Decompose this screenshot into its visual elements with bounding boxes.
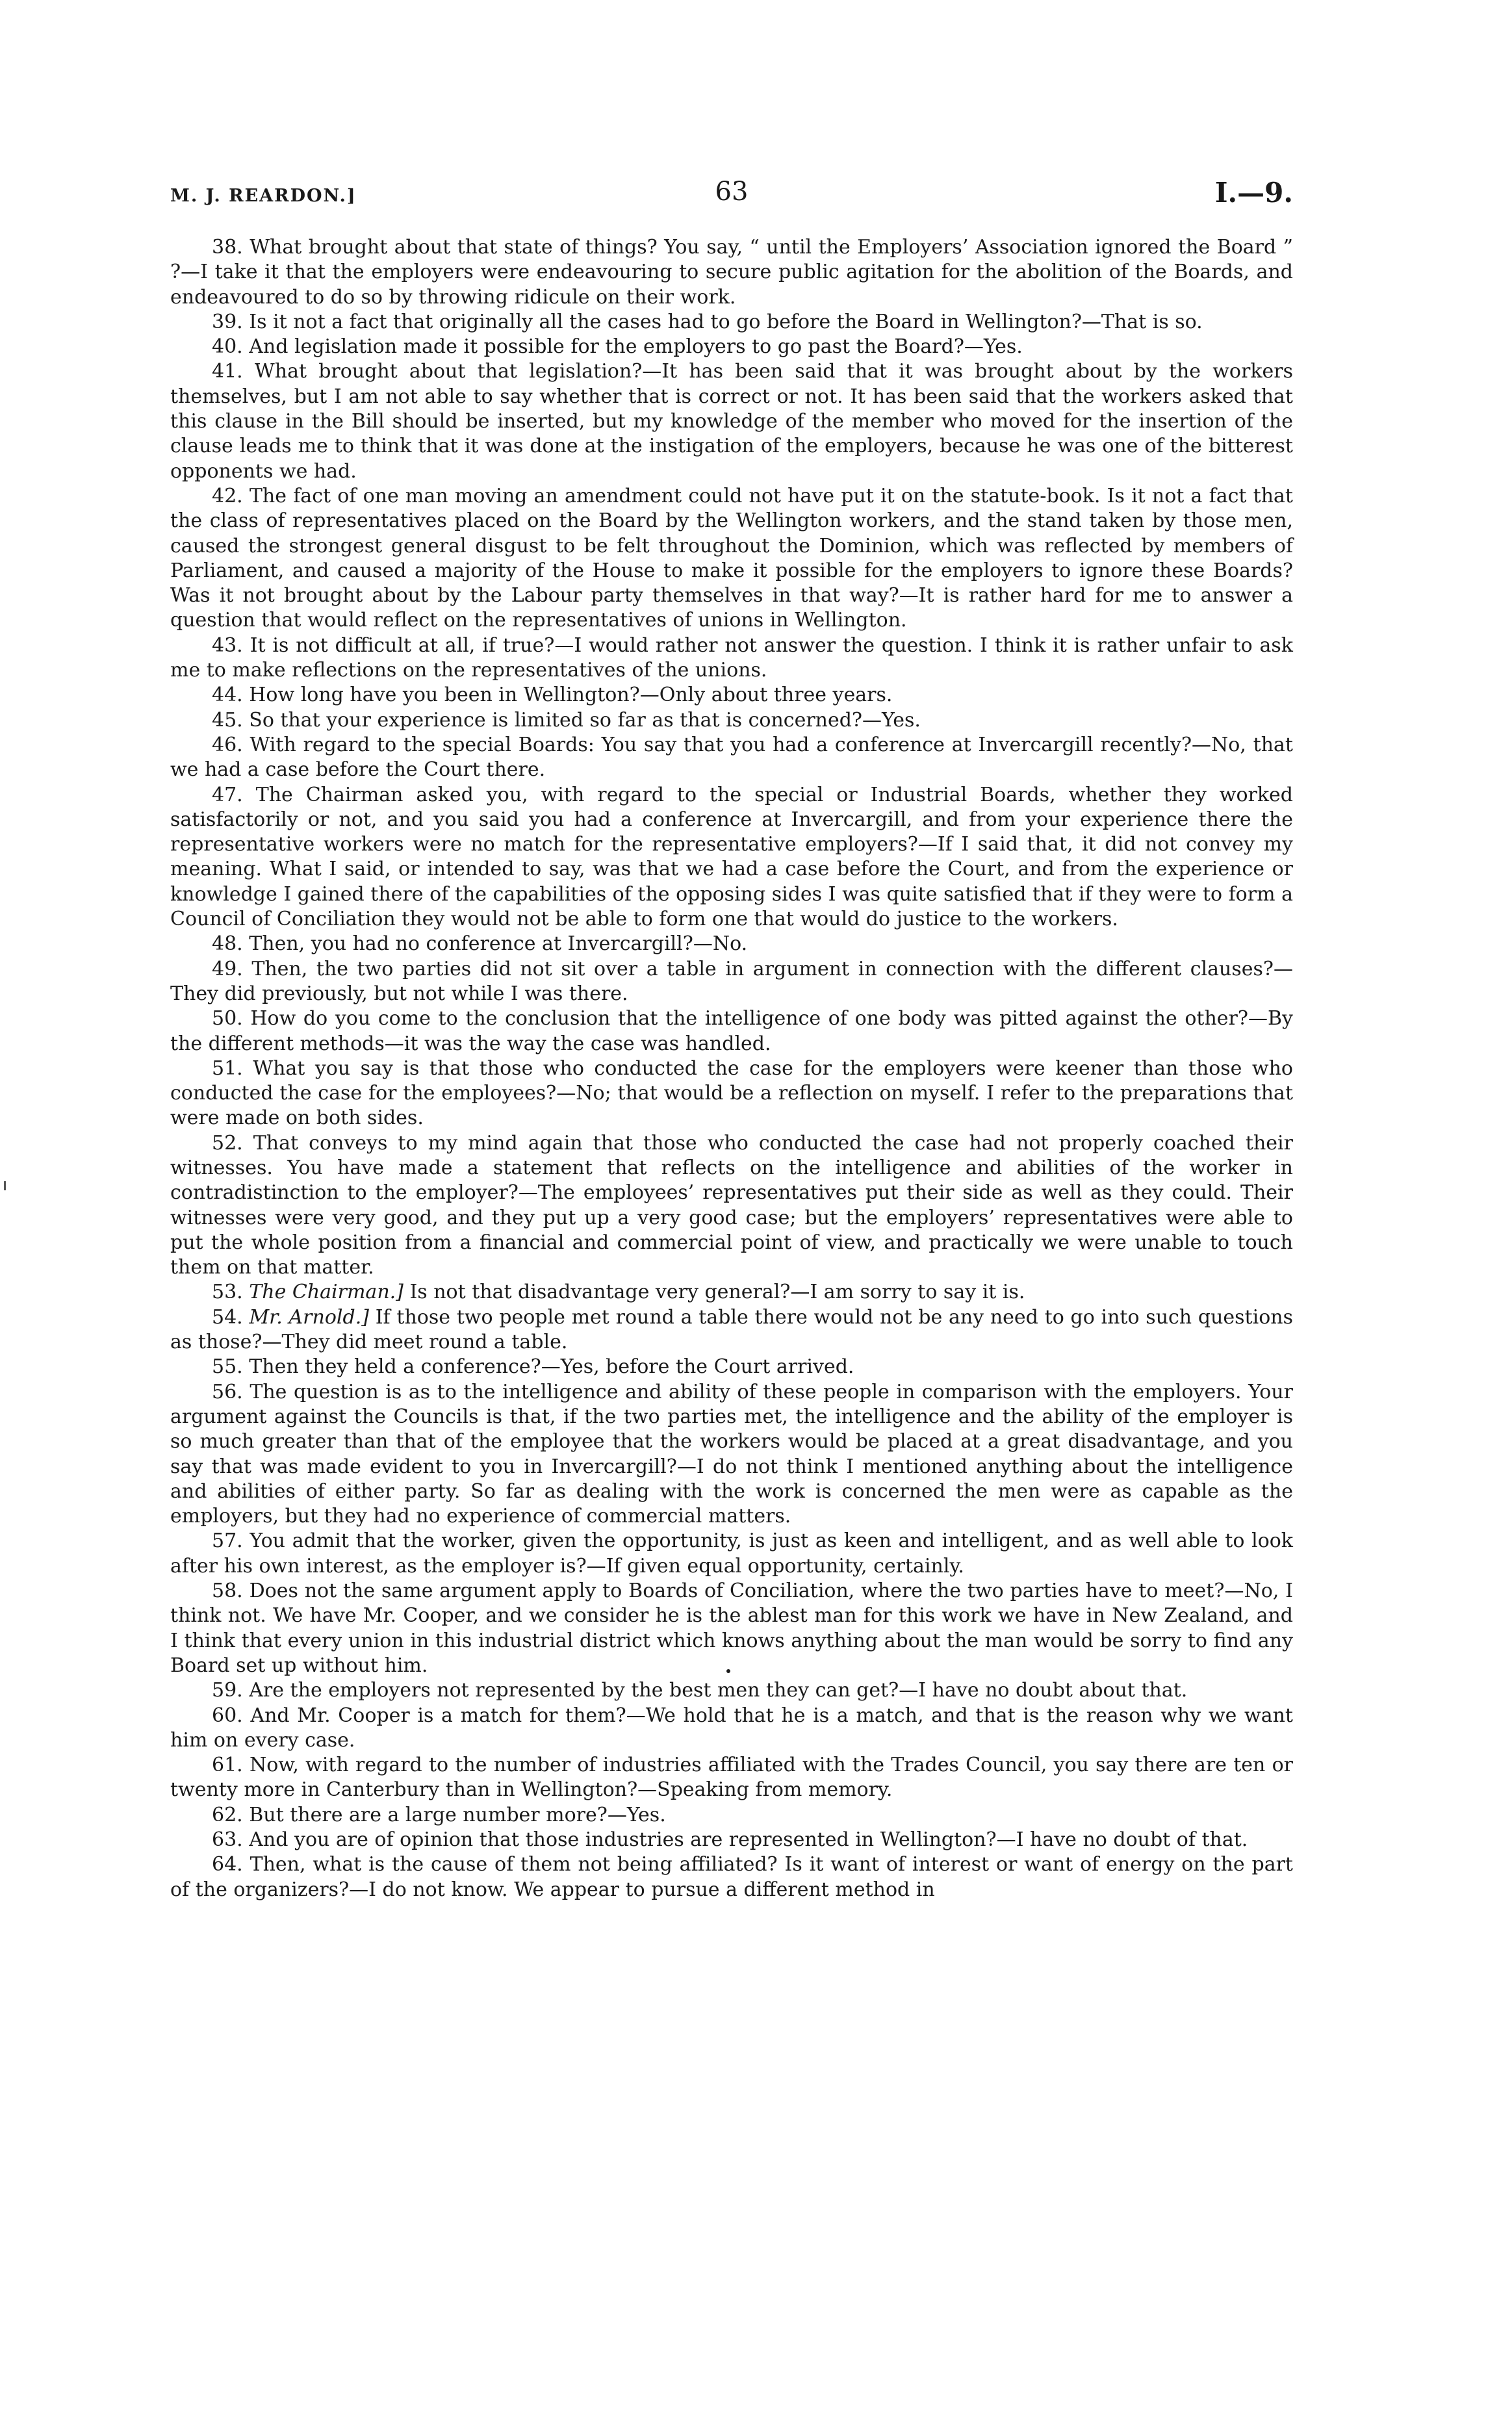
paragraph-text: You admit that the worker, given the opportunity, is just as keen and intelligent, and as well able to look after his own interest, as the employer is?—If given equal opportunity, certainly. xyxy=(170,1529,1293,1578)
question-number: 46. xyxy=(212,733,243,756)
speaker-name: Mr. Arnold.] xyxy=(249,1305,369,1329)
question-number: 45. xyxy=(212,708,243,732)
paragraph-text: It is not difficult at all, if true?—I would rather not answer the question. I think it is rather unfair to ask me to make reflections on the representatives of the unions. xyxy=(170,633,1293,682)
paragraph-text: And Mr. Cooper is a match for them?—We hold that he is a match, and that is the reason why we want him on every case. xyxy=(170,1704,1293,1752)
paragraph-46 xyxy=(170,733,1293,783)
question-number: 53. xyxy=(212,1281,243,1304)
paragraph-text: Does not the same argument apply to Boards of Conciliation, where the two parties have to meet?—No, I think not. We have Mr. Cooper, and we consider he is the ablest man for this work we have in New Zealand, and I think that every union in this industrial district which knows anything about the man would be sorry to find any Board set up without him. xyxy=(170,1579,1293,1677)
question-number: 51. xyxy=(212,1056,243,1080)
paragraph-text: If those two people met round a table there would not be any need to go into such questions as those?—They did meet round a table. xyxy=(170,1305,1293,1354)
paragraph-text: And you are of opinion that those industries are represented in Wellington?—I have no doubt of that. xyxy=(249,1828,1248,1851)
paragraph-48 xyxy=(170,932,1293,956)
question-number: 48. xyxy=(212,932,243,956)
paragraph-55 xyxy=(170,1355,1293,1379)
question-number: 43. xyxy=(212,633,243,657)
paragraph-61 xyxy=(170,1753,1293,1803)
paragraph-text: The Chairman asked you, with regard to the special or Industrial Boards, whether they worked satisfactorily or not, and you said you had a conference at Invercargill, and from your experience there the representative workers were no match for the representative employers?—If I said that, it did not convey my meaning. What I said, or intended to say, was that we had a case before the Court, and from the experience or knowledge I gained there of the capabilities of the opposing sides I was quite satisfied that if they were to form a Council of Conciliation they would not be able to form one that would do justice to the workers. xyxy=(170,783,1293,931)
document-body xyxy=(170,235,1293,1902)
paragraph-59 xyxy=(170,1678,1293,1703)
question-number: 56. xyxy=(212,1380,243,1403)
question-number: 61. xyxy=(212,1754,243,1777)
question-number: 42. xyxy=(212,484,243,507)
paragraph-45 xyxy=(170,708,1293,733)
question-number: 57. xyxy=(212,1529,243,1553)
paragraph-text: What you say is that those who conducted the case for the employers were keener than those who conducted the case for the employees?—No; that would be a reflection on myself. I refer to the preparations that were made on both sides. xyxy=(170,1056,1293,1130)
paragraph-58 xyxy=(170,1579,1293,1678)
paragraph-text: Then they held a conference?—Yes, before the Court arrived. xyxy=(249,1355,854,1379)
paragraph-43 xyxy=(170,633,1293,684)
paragraph-text: Are the employers not represented by the best men they can get?—I have no doubt about that. xyxy=(249,1679,1188,1702)
paragraph-56 xyxy=(170,1380,1293,1529)
paper-reference: I.—9. xyxy=(1214,177,1293,209)
paragraph-57 xyxy=(170,1529,1293,1579)
question-number: 39. xyxy=(212,310,243,333)
paragraph-40 xyxy=(170,335,1293,359)
paragraph-text: That conveys to my mind again that those who conducted the case had not properly coached their witnesses. You have made a statement that reflects on the intelligence and abilities of the worker in contradistinction to the employer?—The employees’ representatives put their side as well as they could. Their witnesses were very good, and they put up a very good case; but the employers’ representatives were able to put the whole position from a financial and commercial point of view, and practically we were unable to touch them on that matter. xyxy=(170,1131,1293,1279)
paragraph-54 xyxy=(170,1305,1293,1355)
paragraph-41 xyxy=(170,359,1293,483)
question-number: 58. xyxy=(212,1579,243,1603)
paragraph-text: Is not that disadvantage very general?—I am sorry to say it is. xyxy=(409,1281,1025,1304)
question-number: 64. xyxy=(212,1853,243,1876)
question-number: 47. xyxy=(212,783,243,806)
paragraph-text: The question is as to the intelligence and ability of these people in comparison with the employers. Your argument against the Councils is that, if the two parties met, the intelligence and the ability of the employer is so much greater than that of the employee that the workers would be placed at a great disadvantage, and you say that was made evident to you in Invercargill?—I do not think I mentioned anything about the intelligence and abilities of either party. So far as dealing with the work is concerned the men were as capable as the employers, but they had no experience of commercial matters. xyxy=(170,1380,1293,1528)
paragraph-64 xyxy=(170,1852,1293,1902)
speaker-name: The Chairman.] xyxy=(249,1281,404,1304)
question-number: 41. xyxy=(212,360,243,383)
question-number: 55. xyxy=(212,1355,243,1379)
paragraph-text: Then, the two parties did not sit over a table in argument in connection with the different clauses?—They did previously, but not while I was there. xyxy=(170,957,1293,1005)
paragraph-39 xyxy=(170,310,1293,335)
paragraph-52 xyxy=(170,1131,1293,1281)
paragraph-49 xyxy=(170,957,1293,1007)
margin-mark xyxy=(4,1181,6,1190)
paragraph-text: With regard to the special Boards: You say that you had a conference at Invercargill recently?—No, that we had a case before the Court there. xyxy=(170,733,1293,782)
paragraph-38 xyxy=(170,235,1293,310)
paragraph-text: Then, you had no conference at Invercargill?—No. xyxy=(249,932,748,956)
paragraph-51 xyxy=(170,1056,1293,1131)
question-number: 60. xyxy=(212,1704,243,1727)
paragraph-text: And legislation made it possible for the employers to go past the Board?—Yes. xyxy=(249,335,1023,359)
running-head: M. J. REARDON.] xyxy=(170,186,357,206)
question-number: 49. xyxy=(212,957,243,980)
page-header xyxy=(170,177,1293,216)
paragraph-text: How long have you been in Wellington?—Only about three years. xyxy=(249,684,893,707)
paragraph-text: Now, with regard to the number of industries affiliated with the Trades Council, you say there are ten or twenty more in Canterbury than in Wellington?—Speaking from memory. xyxy=(170,1754,1293,1802)
paragraph-text: So that your experience is limited so far as that is concerned?—Yes. xyxy=(249,708,921,732)
paragraph-42 xyxy=(170,484,1293,633)
paragraph-47 xyxy=(170,783,1293,932)
paragraph-text: Is it not a fact that originally all the cases had to go before the Board in Wellington?—That is so. xyxy=(249,310,1203,333)
paragraph-60 xyxy=(170,1704,1293,1754)
question-number: 62. xyxy=(212,1803,243,1826)
paragraph-text: The fact of one man moving an amendment could not have put it on the statute-book. Is it not a fact that the class of representatives placed on the Board by the Wellington workers, and the stand taken by those men, caused the strongest general disgust to be felt throughout the Dominion, which was reflected by members of Parliament, and caused a majority of the House to make it possible for the employers to ignore these Boards? Was it not brought about by the Labour party themselves in that way?—It is rather hard for me to answer a question that would reflect on the representatives of unions in Wellington. xyxy=(170,484,1293,632)
question-number: 38. xyxy=(212,236,243,259)
question-number: 52. xyxy=(212,1131,243,1155)
question-number: 54. xyxy=(212,1305,243,1329)
paragraph-63 xyxy=(170,1828,1293,1852)
question-number: 40. xyxy=(212,335,243,359)
paragraph-44 xyxy=(170,683,1293,708)
question-number: 59. xyxy=(212,1679,243,1702)
paragraph-text: What brought about that legislation?—It has been said that it was brought about by the workers themselves, but I am not able to say whether that is correct or not. It has been said that the workers asked that this clause in the Bill should be inserted, but my knowledge of the member who moved for the insertion of the clause leads me to think that it was done at the instigation of the employers, because he was one of the bitterest opponents we had. xyxy=(170,360,1293,483)
question-number: 50. xyxy=(212,1007,243,1030)
question-number: 44. xyxy=(212,684,243,707)
paragraph-text: How do you come to the conclusion that the intelligence of one body was pitted against the other?—By the different methods—it was the way the case was handled. xyxy=(170,1007,1293,1055)
paragraph-53 xyxy=(170,1280,1293,1305)
paragraph-text: What brought about that state of things? You say, “ until the Employers’ Association ignored the Board ” ?—I take it that the employers were endeavouring to secure public agitation for the abolition of the Boards, and endeavoured to do so by throwing ridicule on their work. xyxy=(170,236,1293,309)
paragraph-text: But there are a large number more?—Yes. xyxy=(249,1803,666,1826)
question-number: 63. xyxy=(212,1828,243,1851)
paragraph-text: Then, what is the cause of them not being affiliated? Is it want of interest or want of energy on the part of the organizers?—I do not know. We appear to pursue a different method in xyxy=(170,1853,1293,1901)
paragraph-62 xyxy=(170,1803,1293,1828)
page-number: 63 xyxy=(715,177,749,207)
paragraph-50 xyxy=(170,1006,1293,1056)
